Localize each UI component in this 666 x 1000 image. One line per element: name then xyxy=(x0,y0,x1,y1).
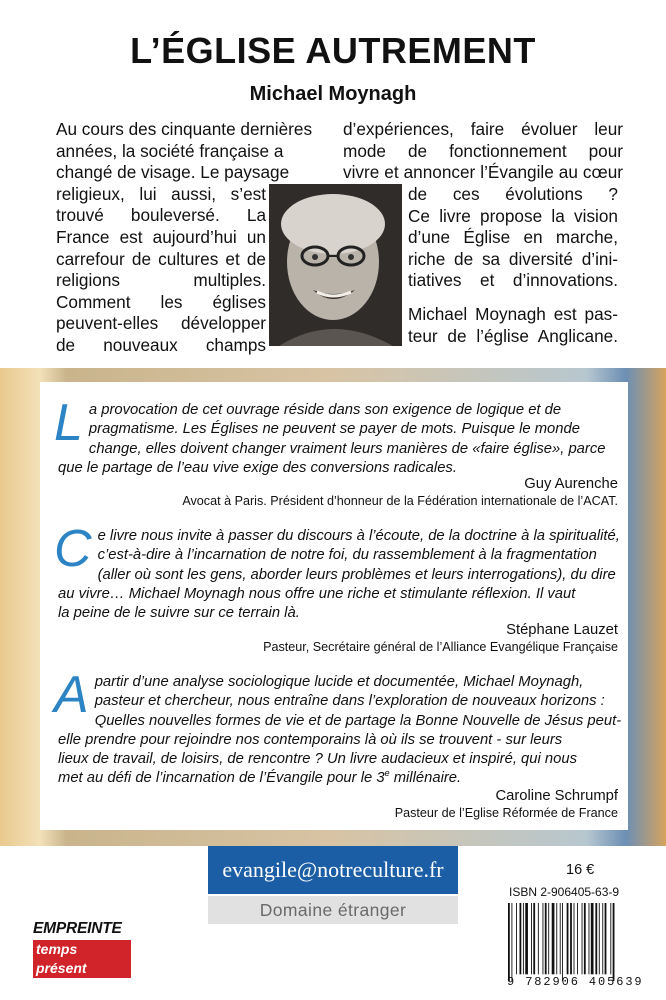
barcode-bar xyxy=(556,903,557,974)
barcode-bar xyxy=(560,903,561,974)
intro-right-top-column xyxy=(343,119,623,184)
barcode-bar xyxy=(543,903,544,974)
barcode-bar xyxy=(582,903,583,974)
barcode-bar xyxy=(595,903,597,974)
barcode-bar xyxy=(508,903,510,981)
barcode-bar xyxy=(562,903,563,981)
intro-line: changé de visage. Le paysage xyxy=(56,162,290,183)
about-author-text xyxy=(408,304,618,347)
email-link[interactable]: evangile@notreculture.fr xyxy=(208,846,458,894)
quote-author: Guy Aurenche xyxy=(524,476,618,492)
barcode-bar xyxy=(574,903,575,974)
intro-line: France est aujourd’hui un xyxy=(56,226,266,247)
quote-line: a provocation de cet ouvrage réside dans son exigence de logique et de xyxy=(88,402,562,418)
barcode xyxy=(507,903,657,981)
barcode-bar xyxy=(591,903,594,974)
barcode-bar xyxy=(552,903,555,974)
intro-line: vivre et annoncer l’Évangile au cœur xyxy=(343,162,623,183)
intro-line: de nouveaux champs xyxy=(56,334,266,355)
author-photo xyxy=(269,184,402,346)
publisher-logo-bottom: temps présent xyxy=(33,940,131,978)
intro-line: Ce livre propose la vision xyxy=(408,205,618,226)
intro-line: de ces évolutions ? xyxy=(408,184,618,204)
barcode-bar xyxy=(613,903,615,981)
quote-2 xyxy=(54,520,620,623)
intro-line: religions multiples. xyxy=(56,270,266,291)
quote-line xyxy=(58,769,618,788)
intro-line: d’une Église en marche, xyxy=(408,227,618,248)
author-name: Michael Moynagh xyxy=(249,83,417,105)
intro-line: carrefour de cultures et de xyxy=(56,248,266,269)
barcode-bar xyxy=(577,903,578,974)
quote-line-tail: millénaire. xyxy=(389,770,462,787)
quote-author-role: Pasteur, Secrétaire général de l’Alliance Evangélique Française xyxy=(263,640,618,654)
quote-line: la peine de le suivre sur ce terrain là. xyxy=(58,605,300,622)
barcode-bar xyxy=(605,903,607,974)
quote-line: que le partage de l’eau vive exige des conversions radicales. xyxy=(58,459,457,476)
intro-line: tiatives et d’innovations. xyxy=(408,270,618,291)
quote-author: Stéphane Lauzet xyxy=(506,622,618,638)
collection-label: Domaine étranger xyxy=(208,896,458,924)
superscript: e xyxy=(384,768,390,779)
quote-author-role: Avocat à Paris. Président d’honneur de la Fédération internationale de l’ACAT. xyxy=(182,494,618,508)
publisher-logo-top: EMPREINTE xyxy=(33,920,122,937)
barcode-bar xyxy=(531,903,532,974)
intro-line: trouvé bouleversé. La xyxy=(56,205,266,226)
barcode-bar xyxy=(511,903,512,981)
intro-line: Au cours des cinquante dernières xyxy=(56,119,313,139)
publisher-logo xyxy=(33,920,133,976)
barcode-bar xyxy=(538,903,539,974)
intro-line: teur de l’église Anglicane. xyxy=(408,325,618,346)
quote-line: pasteur et chercheur, nous entraîne dans l’exploration de nouveaux horizons : xyxy=(94,693,605,710)
barcode-bar xyxy=(610,903,611,974)
quote-line: partir d’une analyse sociologique lucide et documentée, Michael Moynagh, xyxy=(94,674,584,690)
quote-1 xyxy=(54,394,618,478)
barcode-bar xyxy=(545,903,547,974)
drop-cap: L xyxy=(54,394,83,452)
intro-line: riche de sa diversité d’ini- xyxy=(408,248,618,269)
quote-line: Quelles nouvelles formes de vie et de partage la Bonne Nouvelle de Jésus peut- xyxy=(94,712,622,729)
barcode-bar xyxy=(602,903,603,974)
intro-line: années, la société française a xyxy=(56,140,284,161)
quote-line: change, elles doivent changer vraiment leurs manières de «faire église», parce xyxy=(88,440,606,457)
quote-author: Caroline Schrumpf xyxy=(495,788,618,804)
quote-3 xyxy=(54,666,622,789)
barcode-bar xyxy=(516,903,517,974)
quote-line: (aller où sont les gens, aborder leurs problèmes et leurs interrogations), du dire xyxy=(97,566,616,583)
quote-line: e livre nous invite à passer du discours à l’écoute, de la doctrine à la spiritualité, xyxy=(97,528,620,544)
intro-line: peuvent-elles développer xyxy=(56,313,266,334)
intro-line: religieux, lui aussi, s’est xyxy=(56,183,266,204)
barcode-bar xyxy=(570,903,572,974)
barcode-bar xyxy=(599,903,600,974)
barcode-bar xyxy=(520,903,522,974)
quote-line: au vivre… Michael Moynagh nous offre une riche et stimulante réflexion. Il vaut xyxy=(58,585,576,602)
intro-right-column xyxy=(408,184,618,292)
isbn: ISBN 2-906405-63-9 xyxy=(509,885,620,899)
barcode-bar xyxy=(584,903,586,974)
intro-line: mode de fonctionnement pour xyxy=(343,140,623,161)
quote-line-text: met au défi de l’incarnation de l’Évangile pour le 3 xyxy=(58,770,385,787)
quote-line: pragmatisme. Les Églises ne peuvent se payer de mots. Puisque le monde xyxy=(88,421,580,438)
barcode-bar xyxy=(523,903,524,974)
quote-line: c’est-à-dire à l’incarnation de notre foi, du rassemblement à la fragmentation xyxy=(97,547,597,564)
quote-author-role: Pasteur de l’Eglise Réformée de France xyxy=(394,806,618,820)
quote-line: elle prendre pour rejoindre nos contemporains là où ils se trouvent - sur leurs xyxy=(58,731,563,748)
barcode-digits: 9 782906 405639 xyxy=(507,975,644,989)
barcode-bar xyxy=(533,903,535,974)
intro-left-column xyxy=(56,119,313,357)
intro-line: Comment les églises xyxy=(56,291,266,312)
price: 16 € xyxy=(566,862,595,878)
barcode-bar xyxy=(589,903,590,974)
barcode-bar xyxy=(548,903,549,974)
drop-cap: A xyxy=(54,666,89,724)
page-title: L’ÉGLISE AUTREMENT xyxy=(130,30,536,71)
intro-line: d’expériences, faire évoluer leur xyxy=(343,119,623,139)
intro-line: Michael Moynagh est pas- xyxy=(408,304,618,324)
drop-cap: C xyxy=(54,520,92,578)
quote-line: lieux de travail, de loisirs, de rencontre ? Un livre audacieux et inspiré, qui nous xyxy=(58,751,577,768)
barcode-bar xyxy=(525,903,528,974)
barcode-bar xyxy=(567,903,569,974)
